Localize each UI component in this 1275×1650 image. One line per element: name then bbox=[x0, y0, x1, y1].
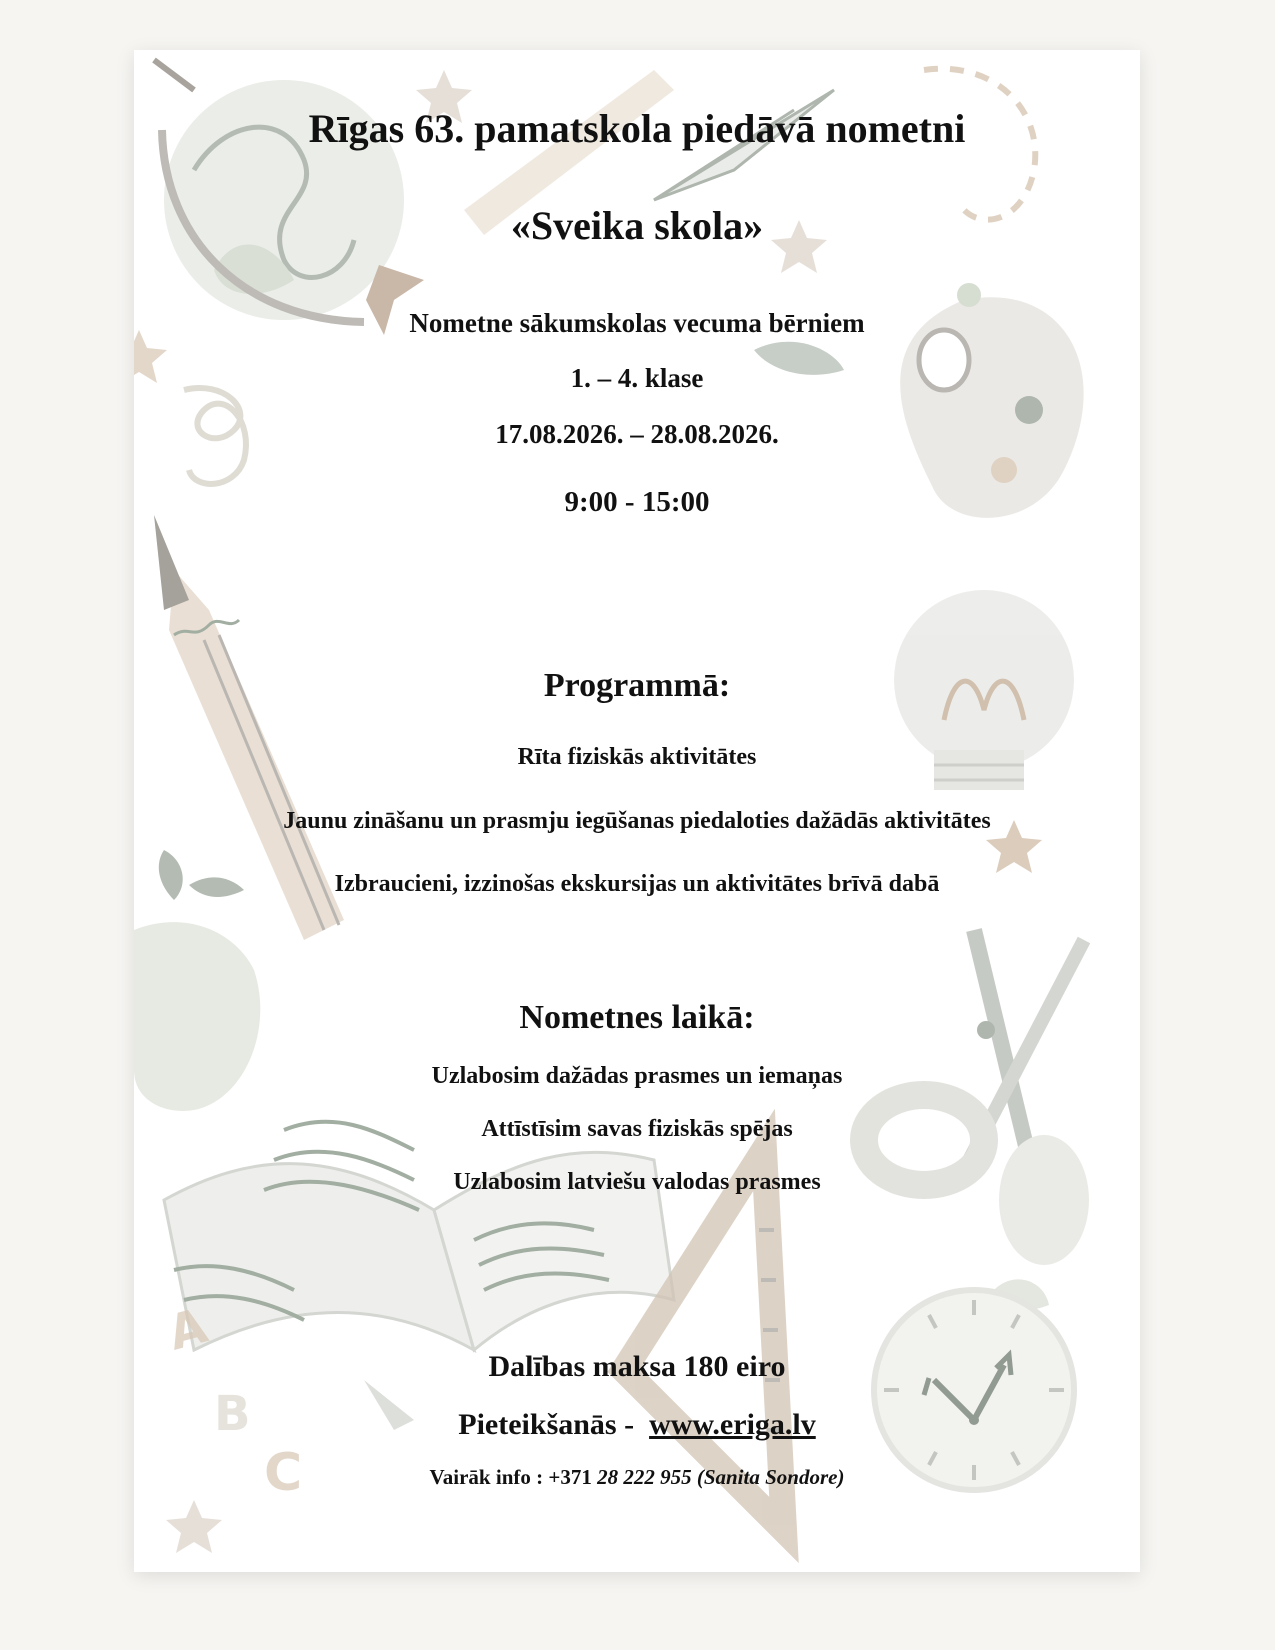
application-line bbox=[134, 1408, 1140, 1442]
contact-details: 28 222 955 (Sanita Sondore) bbox=[597, 1465, 845, 1489]
participation-fee: Dalības maksa 180 eiro bbox=[488, 1350, 786, 1383]
camp-name: «Sveika skola» bbox=[510, 203, 764, 248]
program-item: Rīta fiziskās aktivitātes bbox=[517, 744, 757, 770]
camp-grades: 1. – 4. klase bbox=[570, 363, 704, 393]
contact-info bbox=[134, 1465, 1140, 1490]
during-camp-item: Uzlabosim latviešu valodas prasmes bbox=[453, 1169, 821, 1195]
application-link[interactable]: www.eriga.lv bbox=[649, 1408, 816, 1441]
svg-text:A: A bbox=[162, 1297, 213, 1362]
camp-title: Rīgas 63. pamatskola piedāvā nometni bbox=[308, 106, 966, 151]
camp-audience: Nometne sākumskolas vecuma bērniem bbox=[409, 308, 865, 338]
flyer-content bbox=[134, 50, 1140, 1572]
camp-dates: 17.08.2026. – 28.08.2026. bbox=[495, 419, 779, 449]
contact-prefix: Vairāk info : +371 bbox=[429, 1465, 592, 1489]
application-label: Pieteikšanās - bbox=[458, 1408, 635, 1441]
program-heading: Programmā: bbox=[543, 667, 731, 704]
program-item: Jaunu zināšanu un prasmju iegūšanas piedaloties dažādās aktivitātes bbox=[283, 808, 991, 834]
during-camp-heading: Nometnes laikā: bbox=[519, 999, 755, 1036]
svg-text:B: B bbox=[214, 1386, 251, 1442]
svg-text:C: C bbox=[264, 1443, 303, 1503]
during-camp-item: Attīstīsim savas fiziskās spējas bbox=[481, 1116, 793, 1142]
flyer-page bbox=[134, 50, 1140, 1572]
program-item: Izbraucieni, izzinošas ekskursijas un aktivitātes brīvā dabā bbox=[334, 871, 940, 897]
during-camp-item: Uzlabosim dažādas prasmes un iemaņas bbox=[431, 1063, 843, 1089]
camp-hours: 9:00 - 15:00 bbox=[564, 486, 710, 518]
